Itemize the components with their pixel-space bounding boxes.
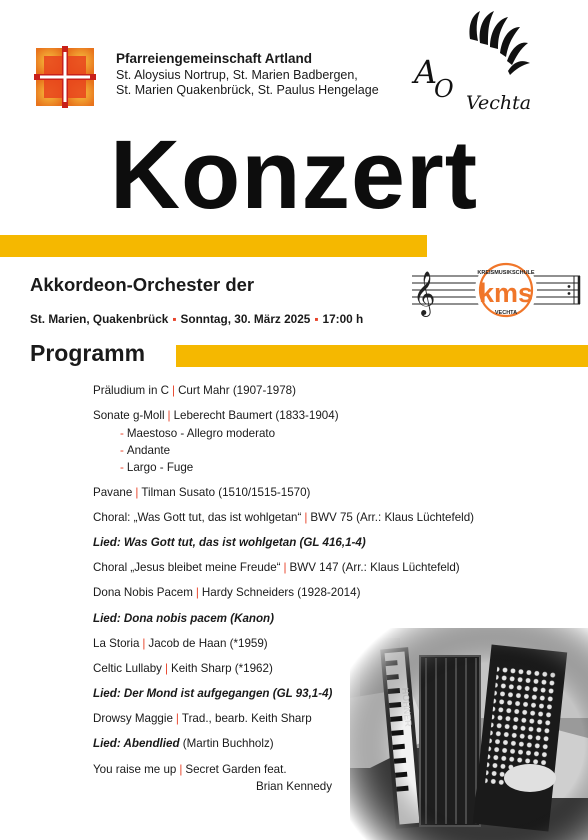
movement-item: - Andante [120, 444, 171, 457]
separator-bar: | [175, 712, 179, 725]
separator-bar: | [142, 637, 146, 650]
parish-name: Pfarreiengemeinschaft Artland [116, 51, 313, 66]
separator-bar: | [167, 409, 171, 422]
logo-vechta-text: Vechta [466, 92, 532, 114]
separator-bar: | [179, 763, 183, 776]
composer: Secret Garden feat. [185, 763, 287, 776]
venue-time: 17:00 h [322, 312, 364, 326]
piece-title: Dona Nobis Pacem [93, 586, 193, 599]
kms-ring-bottom: VECHTA [494, 310, 518, 316]
program-item [93, 384, 296, 397]
separator-bar: | [135, 486, 139, 499]
lied-author: (Martin Buchholz) [182, 737, 274, 750]
composer: Keith Sharp (*1962) [170, 662, 273, 675]
program-item [93, 511, 474, 524]
piece-title: Drowsy Maggie [93, 712, 173, 725]
composer: BWV 147 (Arr.: Klaus Lüchtefeld) [289, 561, 460, 574]
piece-title: Sonate g-Moll [93, 409, 165, 422]
lied-title: Lied: Abendlied [93, 737, 180, 750]
program-item [93, 637, 268, 650]
composer: Tilman Susato (1510/1515-1570) [141, 486, 311, 499]
program-item [93, 662, 273, 675]
piece-title: Celtic Lullaby [93, 662, 162, 675]
composer: Curt Mahr (1907-1978) [178, 384, 296, 397]
lied-item: Lied: Der Mond ist aufgegangen (GL 93,1-4) [93, 687, 333, 700]
logo-letter-o: O [434, 75, 454, 103]
piece-title: Pavane [93, 486, 133, 499]
program-item [93, 486, 310, 499]
piece-title: You raise me up [93, 763, 177, 776]
movement-item: - Maestoso - Allegro moderato [120, 427, 276, 440]
composer: Trad., bearb. Keith Sharp [181, 712, 312, 725]
composer: Jacob de Haan (*1959) [148, 637, 268, 650]
page-title: Konzert [109, 120, 479, 229]
separator-bar: | [172, 384, 176, 397]
lied-item [93, 737, 274, 750]
piece-title: Choral: „Was Gott tut, das ist wohlgetan“ [93, 511, 302, 524]
piece-title: Präludium in C [93, 384, 170, 397]
orchestra-subtitle: Akkordeon-Orchester der [30, 274, 255, 295]
composer-continued: Brian Kennedy [256, 780, 333, 793]
venue-place: St. Marien, Quakenbrück [30, 312, 169, 326]
accent-bar-top [0, 235, 427, 257]
kms-ring-top: KREISMUSIKSCHULE [477, 270, 535, 276]
separator-dot: ▪ [172, 312, 177, 326]
program-item [93, 561, 460, 574]
kms-music-staff-logo [408, 262, 584, 320]
parish-churches-line-2: St. Marien Quakenbrück, St. Paulus Hengelage [116, 83, 379, 97]
movement-item: - Largo - Fuge [120, 461, 194, 474]
parish-logo [30, 42, 100, 112]
program-item [93, 586, 360, 599]
separator-bar: | [283, 561, 287, 574]
kms-letters: kms [478, 278, 534, 308]
composer: Hardy Schneiders (1928-2014) [201, 586, 361, 599]
accent-bar-program [176, 345, 588, 367]
program-item [93, 763, 287, 776]
program-item [93, 409, 339, 422]
venue-date: Sonntag, 30. März 2025 [180, 312, 311, 326]
program-item [93, 712, 312, 725]
separator-bar: | [304, 511, 308, 524]
accordion-player-photo [350, 628, 588, 840]
lied-item: Lied: Was Gott tut, das ist wohlgetan (GL 416,1-4) [93, 536, 366, 549]
composer: BWV 75 (Arr.: Klaus Lüchtefeld) [310, 511, 475, 524]
lied-item: Lied: Dona nobis pacem (Kanon) [93, 612, 274, 625]
separator-bar: | [164, 662, 168, 675]
piece-title: La Storia [93, 637, 140, 650]
piece-title: Choral „Jesus bleibet meine Freude“ [93, 561, 281, 574]
separator-dot: ▪ [314, 312, 319, 326]
parish-churches-line-1: St. Aloysius Nortrup, St. Marien Badbergen, [116, 68, 358, 82]
composer: Leberecht Baumert (1833-1904) [173, 409, 339, 422]
logo-letter-a: A [414, 53, 438, 91]
treble-clef-icon: 𝄞 [413, 271, 436, 315]
separator-bar: | [195, 586, 199, 599]
program-heading: Programm [30, 340, 146, 366]
orchestra-logo [410, 5, 535, 117]
venue-date-line [30, 312, 363, 326]
